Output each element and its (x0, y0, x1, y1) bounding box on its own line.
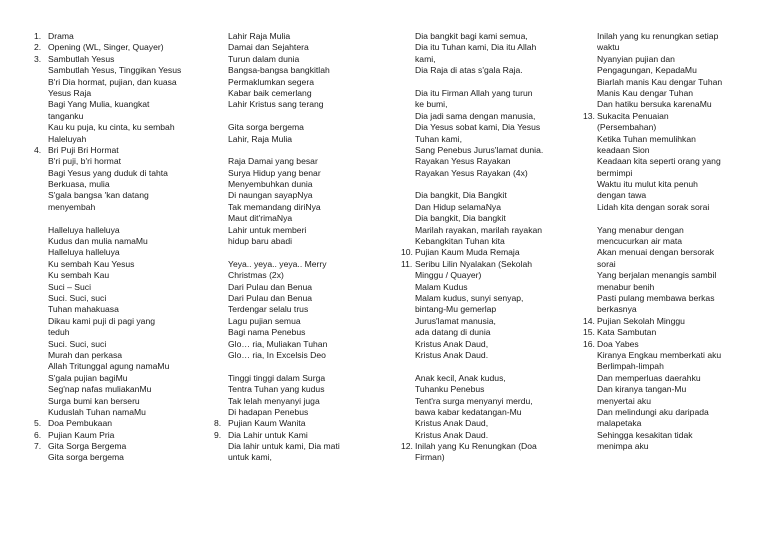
lyric-line: Tak memandang diriNya (228, 201, 321, 212)
lyric-line: Kuduslah Tuhan namaMu (48, 406, 146, 417)
column-1 (34, 31, 181, 464)
lyric-line: Kau ku puja, ku cinta, ku sembah (48, 122, 175, 133)
lyric-line: Dia Raja di atas s'gala Raja. (415, 65, 523, 76)
item-number: 6. (34, 429, 42, 440)
lyric-line: bermimpi (597, 167, 633, 178)
lyric-line: Inilah yang ku renungkan setiap (597, 31, 719, 41)
lyric-line: Lahir untuk memberi (228, 224, 307, 235)
item-number: 10. (401, 247, 413, 258)
lyric-line: Minggu / Quayer) (415, 270, 482, 281)
item-number: 11. (401, 258, 413, 269)
lyric-line: S'gala bangsa 'kan datang (48, 190, 149, 201)
lyric-line: Kristus Anak Daud, (415, 338, 489, 349)
program-item (401, 259, 543, 270)
lyric-line: bawa kabar kedatangan-Mu (415, 406, 522, 417)
lyric-line: Dia bangkit, Dia bangkit (415, 213, 506, 224)
lyric-line: Dari Pulau dan Benua (228, 281, 313, 292)
lyric-line: malapetaka (597, 418, 642, 429)
blank-line (401, 179, 543, 190)
lyric-line: Manis Kau dengar Tuhan (597, 87, 694, 98)
lyric-line: Di hadapan Penebus (228, 406, 309, 417)
item-number: 14. (583, 315, 595, 326)
lyric-line: Biarlah manis Kau dengar Tuhan (597, 76, 723, 87)
item-number: 4. (34, 144, 42, 155)
program-item (34, 418, 181, 429)
blank-line (401, 361, 543, 372)
lyric-line: Halleluya halleluya (48, 247, 120, 258)
item-number: 1. (34, 31, 42, 41)
lyric-line: Gita sorga bergema (48, 452, 124, 463)
lyric-line: Yang berjalan menangis sambil (597, 270, 717, 281)
program-item (583, 111, 722, 122)
lyric-line: Dia itu Tuhan kami, Dia itu Allah (415, 42, 537, 53)
lyric-line: Maut dit'rimaNya (228, 213, 293, 224)
lyric-line: Bangsa-bangsa bangkitlah (228, 65, 330, 76)
lyric-line: Dikau kami puji di pagi yang (48, 315, 156, 326)
item-number: 3. (34, 53, 42, 64)
lyric-line: Bagi Yesus yang duduk di tahta (48, 167, 168, 178)
program-item (34, 430, 181, 441)
lyric-line: Permaklumkan segera (228, 76, 314, 87)
lyric-line: Lidah kita dengan sorak sorai (597, 201, 710, 212)
item-title: Doa Pembukaan (48, 418, 113, 429)
lyric-line: Raja Damai yang besar (228, 156, 318, 167)
lyric-line: Ku sembah Kau (48, 270, 110, 281)
lyric-line: tanganku (48, 110, 84, 121)
lyric-line: Tentra Tuhan yang kudus (228, 384, 325, 395)
lyric-line: Bagi nama Penebus (228, 327, 306, 338)
blank-line (214, 145, 340, 156)
blank-line (214, 247, 340, 258)
lyric-line: Yesus Raja (48, 87, 92, 98)
lyric-line: Tuhan kami, (415, 133, 462, 144)
lyric-line: Bagi Yang Mulia, kuangkat (48, 99, 150, 110)
program-item (583, 327, 722, 338)
lyric-line: Dan Hidup selamaNya (415, 201, 501, 212)
blank-line (34, 213, 181, 224)
item-number: 13. (583, 110, 595, 121)
blank-line (214, 361, 340, 372)
lyric-line: Kabar baik cemerlang (228, 87, 312, 98)
item-title: Pujian Kaum Muda Remaja (415, 247, 520, 258)
lyric-line: Pasti pulang membawa berkas (597, 292, 715, 303)
lyric-line: waktu (597, 42, 620, 53)
item-title: Doa Yabes (597, 338, 639, 349)
lyric-line: Dia bangkit bagi kami semua, (415, 31, 528, 41)
lyric-line: Lahir Raja Mulia (228, 31, 291, 41)
lyric-line: kami, (415, 53, 436, 64)
lyric-line: Dia Yesus sobat kami, Dia Yesus (415, 122, 541, 133)
item-number: 7. (34, 441, 42, 452)
item-number: 5. (34, 418, 42, 429)
lyric-line: Dan melindungi aku daripada (597, 406, 709, 417)
lyric-line: Tak lelah menyanyi juga (228, 395, 320, 406)
lyric-line: hidup baru abadi (228, 236, 293, 247)
lyric-line: Dari Pulau dan Benua (228, 292, 313, 303)
lyric-line: Pengagungan, KepadaMu (597, 65, 697, 76)
item-title: Pujian Kaum Pria (48, 429, 115, 440)
lyric-line: Menyembuhkan dunia (228, 179, 313, 190)
program-item (34, 31, 181, 42)
lyric-line: menyertai aku (597, 395, 651, 406)
lyric-line: Seg'nap nafas muliakanMu (48, 384, 152, 395)
item-title: Gita Sorga Bergema (48, 441, 127, 452)
lyric-line: Halleluya halleluya (48, 224, 120, 235)
lyric-line: Malam kudus, sunyi senyap, (415, 292, 524, 303)
column-3 (401, 31, 543, 464)
blank-line (401, 77, 543, 88)
lyric-line: Dia lahir untuk kami, Dia mati (228, 441, 340, 452)
lyric-line: Rayakan Yesus Rayakan (415, 156, 511, 167)
lyric-line: menyembah (48, 201, 96, 212)
item-title: Sambutlah Yesus (48, 53, 115, 64)
lyric-line: Anak kecil, Anak kudus, (415, 372, 506, 383)
lyric-line: berkasnya (597, 304, 637, 315)
lyric-line: Dan hatiku bersuka karenaMu (597, 99, 712, 110)
item-title: Opening (WL, Singer, Quayer) (48, 42, 164, 53)
lyric-line: Lahir Kristus sang terang (228, 99, 324, 110)
lyric-line: Glo… ria, Muliakan Tuhan (228, 338, 328, 349)
lyric-line: Kiranya Engkau memberkati aku (597, 349, 722, 360)
lyric-line: Waktu itu mulut kita penuh (597, 179, 698, 190)
lyric-line: Haleluyah (48, 133, 87, 144)
lyric-line: Kudus dan mulia namaMu (48, 236, 148, 247)
lyric-line: Suci. Suci, suci (48, 338, 107, 349)
lyric-line: Christmas (2x) (228, 270, 284, 281)
program-item (583, 339, 722, 350)
item-title: Drama (48, 31, 74, 41)
blank-line (214, 111, 340, 122)
lyric-line: Tuhan mahakuasa (48, 304, 119, 315)
item-number: 9. (214, 429, 222, 440)
item-title: Pujian Kaum Wanita (228, 418, 306, 429)
program-item (34, 441, 181, 452)
lyric-line: Akan menuai dengan bersorak (597, 247, 715, 258)
lyric-line: Ku sembah Kau Yesus (48, 258, 135, 269)
lyric-line: Glo… ria, In Excelsis Deo (228, 349, 326, 360)
lyric-line: Sehingga kesakitan tidak (597, 429, 693, 440)
lyric-line: Terdengar selalu trus (228, 304, 309, 315)
lyric-line: Tent'ra surga menyanyi merdu, (415, 395, 533, 406)
lyric-line: Kebangkitan Tuhan kita (415, 236, 505, 247)
lyric-line: B'ri Dia hormat, pujian, dan kuasa (48, 76, 177, 87)
lyric-line: Sambutlah Yesus, Tinggikan Yesus (48, 65, 182, 76)
lyric-line: Suci. Suci, suci (48, 292, 107, 303)
item-number: 15. (583, 327, 595, 338)
column-2 (214, 31, 340, 464)
lyric-line: menabur benih (597, 281, 655, 292)
lyric-line: Sang Penebus Jurus'lamat dunia. (415, 144, 544, 155)
lyric-line: Berlimpah-limpah (597, 361, 664, 372)
program-item (583, 316, 722, 327)
lyric-line: ke bumi, (415, 99, 448, 110)
lyric-line: Dia jadi sama dengan manusia, (415, 110, 536, 121)
lyric-line: Turun dalam dunia (228, 53, 300, 64)
lyric-line: (Persembahan) (597, 122, 657, 133)
program-item (214, 418, 340, 429)
lyric-line: Kristus Anak Daud, (415, 418, 489, 429)
lyric-line: Gita sorga bergema (228, 122, 304, 133)
lyric-line: B'ri puji, b'ri hormat (48, 156, 122, 167)
lyric-line: Ketika Tuhan memulihkan (597, 133, 696, 144)
lyric-line: Yang menabur dengan (597, 224, 684, 235)
item-title: Seribu Lilin Nyalakan (Sekolah (415, 258, 533, 269)
lyric-line: Marilah rayakan, marilah rayakan (415, 224, 543, 235)
lyric-line: Berkuasa, mulia (48, 179, 110, 190)
item-number: 8. (214, 418, 222, 429)
lyric-line: Tinggi tinggi dalam Surga (228, 372, 326, 383)
lyric-line: Dia bangkit, Dia Bangkit (415, 190, 507, 201)
item-title: Dia Lahir untuk Kami (228, 429, 308, 440)
lyric-line: Dan memperluas daerahku (597, 372, 701, 383)
program-item (401, 247, 543, 258)
lyric-line: dengan tawa (597, 190, 647, 201)
lyric-line: Surya Hidup yang benar (228, 167, 321, 178)
lyric-line: bintang-Mu gemerlap (415, 304, 497, 315)
lyric-line: keadaan Sion (597, 144, 650, 155)
lyric-line: Rayakan Yesus Rayakan (4x) (415, 167, 528, 178)
lyric-line: Surga bumi kan berseru (48, 395, 140, 406)
lyric-line: sorai (597, 258, 616, 269)
program-item (34, 54, 181, 65)
lyric-line: menimpa aku (597, 441, 649, 452)
item-number: 2. (34, 42, 42, 53)
lyric-line: ada datang di dunia (415, 327, 491, 338)
program-item (401, 441, 543, 452)
item-title: Bri Puji Bri Hormat (48, 144, 119, 155)
lyric-line: Di naungan sayapNya (228, 190, 313, 201)
lyric-line: Nyanyian pujian dan (597, 53, 675, 64)
lyric-line: Kristus Anak Daud. (415, 429, 489, 440)
item-number: 16. (583, 338, 595, 349)
program-item (34, 42, 181, 53)
lyric-line: Lahir, Raja Mulia (228, 133, 293, 144)
lyric-line: S'gala pujian bagiMu (48, 372, 128, 383)
lyric-line: Kristus Anak Daud. (415, 349, 489, 360)
lyric-line: teduh (48, 327, 70, 338)
item-number: 12. (401, 441, 413, 452)
lyric-line: Tuhanku Penebus (415, 384, 485, 395)
program-item (34, 145, 181, 156)
lyric-line: Jurus'lamat manusia, (415, 315, 496, 326)
program-item (214, 430, 340, 441)
blank-line (583, 213, 722, 224)
lyric-line: Allah Tritunggal agung namaMu (48, 361, 170, 372)
lyric-line: Malam Kudus (415, 281, 468, 292)
lyric-line: mencucurkan air mata (597, 236, 683, 247)
lyric-line: Suci – Suci (48, 281, 91, 292)
item-title: Inilah yang Ku Renungkan (Doa (415, 441, 537, 452)
item-title: Pujian Sekolah Minggu (597, 315, 685, 326)
lyric-line: Yeya.. yeya.. yeya.. Merry (228, 258, 327, 269)
lyric-line: Dia itu Firman Allah yang turun (415, 87, 533, 98)
lyric-line: Firman) (415, 452, 445, 463)
lyric-line: Keadaan kita seperti orang yang (597, 156, 721, 167)
item-title: Sukacita Penuaian (597, 110, 669, 121)
lyric-line: Lagu pujian semua (228, 315, 301, 326)
lyric-line: Murah dan perkasa (48, 349, 123, 360)
column-4 (583, 31, 722, 452)
item-title: Kata Sambutan (597, 327, 657, 338)
lyric-line: Damai dan Sejahtera (228, 42, 309, 53)
lyric-line: untuk kami, (228, 452, 272, 463)
lyric-line: Dan kiranya tangan-Mu (597, 384, 687, 395)
